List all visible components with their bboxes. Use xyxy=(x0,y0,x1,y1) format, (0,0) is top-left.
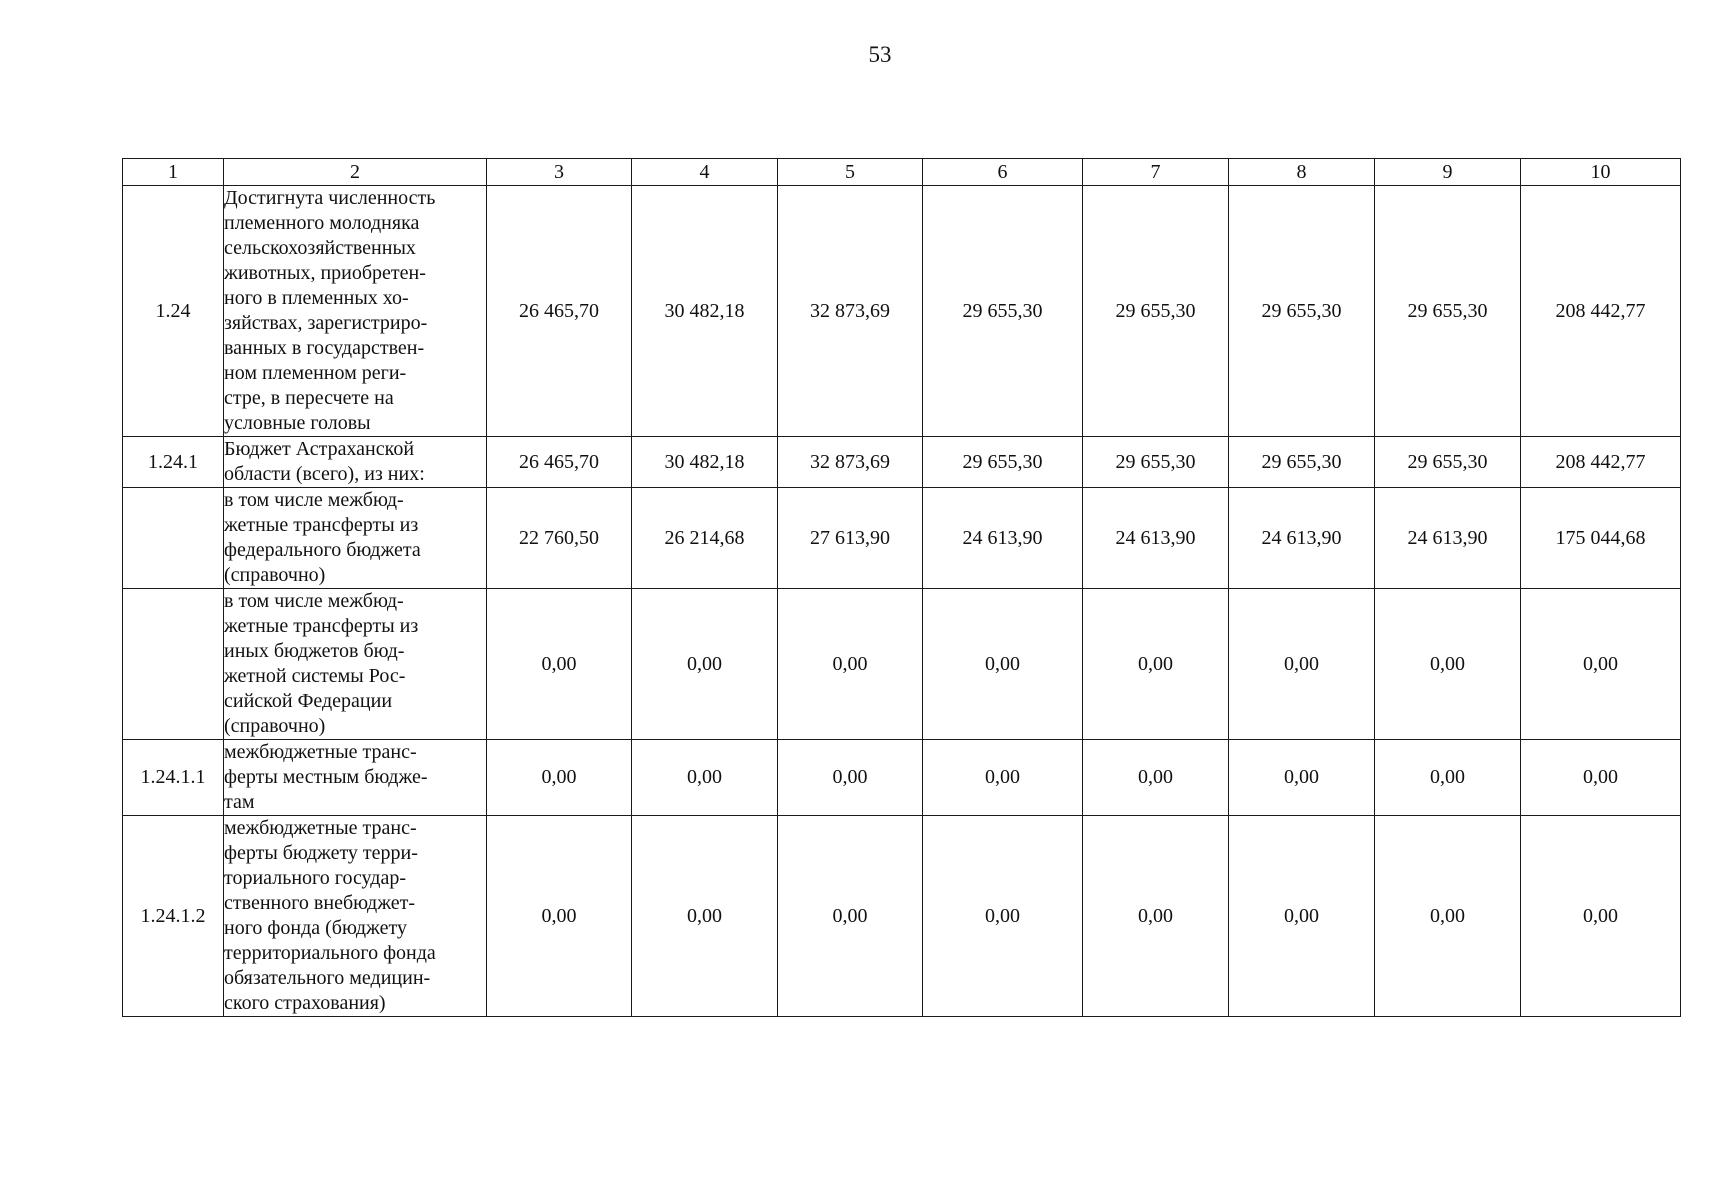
description-line: племенного молодняка xyxy=(224,212,420,234)
row-code: 1.24.1 xyxy=(123,437,224,488)
value-cell: 0,00 xyxy=(1521,740,1681,816)
value-cell: 175 044,68 xyxy=(1521,488,1681,589)
value-cell: 24 613,90 xyxy=(1375,488,1521,589)
value-cell: 0,00 xyxy=(778,740,923,816)
value-cell: 0,00 xyxy=(923,589,1083,740)
description-line: животных, приобретен- xyxy=(224,262,426,284)
column-header: 4 xyxy=(632,159,778,186)
value-cell: 0,00 xyxy=(1083,816,1229,1017)
row-description xyxy=(224,437,487,488)
header-row xyxy=(123,159,1681,186)
row-description xyxy=(224,186,487,437)
description-line: сельскохозяйственных xyxy=(224,237,416,259)
row-description xyxy=(224,488,487,589)
description-line: области (всего), из них: xyxy=(224,463,425,485)
value-cell: 0,00 xyxy=(1375,816,1521,1017)
value-cell: 0,00 xyxy=(632,740,778,816)
column-header: 10 xyxy=(1521,159,1681,186)
value-cell: 0,00 xyxy=(778,589,923,740)
page-number: 53 xyxy=(868,42,892,67)
value-cell: 24 613,90 xyxy=(1083,488,1229,589)
row-code: 1.24 xyxy=(123,186,224,437)
value-cell: 0,00 xyxy=(1229,589,1375,740)
value-cell: 0,00 xyxy=(778,816,923,1017)
row-description xyxy=(224,589,487,740)
row-code: 1.24.1.2 xyxy=(123,816,224,1017)
value-cell: 29 655,30 xyxy=(923,186,1083,437)
description-line: ного фонда (бюджету xyxy=(224,917,407,939)
description-line: зяйствах, зарегистриро- xyxy=(224,312,428,334)
row-description xyxy=(224,816,487,1017)
column-header: 7 xyxy=(1083,159,1229,186)
column-header: 9 xyxy=(1375,159,1521,186)
description-line: Достигнута численность xyxy=(224,187,436,209)
description-line: сийской Федерации xyxy=(224,690,393,712)
value-cell: 0,00 xyxy=(632,816,778,1017)
description-line: в том числе межбюд- xyxy=(224,489,404,511)
column-header: 6 xyxy=(923,159,1083,186)
row-description xyxy=(224,740,487,816)
description-line: жетной системы Рос- xyxy=(224,665,406,687)
description-line: ферты местным бюдже- xyxy=(224,766,428,788)
value-cell: 0,00 xyxy=(923,816,1083,1017)
value-cell: 29 655,30 xyxy=(1375,186,1521,437)
budget-table xyxy=(122,158,1681,1017)
column-header: 1 xyxy=(123,159,224,186)
value-cell: 0,00 xyxy=(1521,589,1681,740)
description-line: межбюджетные транс- xyxy=(224,741,417,763)
description-line: ного в племенных хо- xyxy=(224,287,409,309)
table-row xyxy=(123,186,1681,437)
description-line: ном племенном реги- xyxy=(224,362,407,384)
value-cell: 24 613,90 xyxy=(1229,488,1375,589)
table-row xyxy=(123,488,1681,589)
description-line: в том числе межбюд- xyxy=(224,590,404,612)
value-cell: 26 465,70 xyxy=(487,437,632,488)
description-line: обязательного медицин- xyxy=(224,967,431,989)
value-cell: 30 482,18 xyxy=(632,437,778,488)
description-line: ториального государ- xyxy=(224,867,407,889)
description-line: там xyxy=(224,791,255,813)
value-cell: 29 655,30 xyxy=(1229,186,1375,437)
value-cell: 0,00 xyxy=(632,589,778,740)
value-cell: 29 655,30 xyxy=(1375,437,1521,488)
value-cell: 26 465,70 xyxy=(487,186,632,437)
table-row xyxy=(123,816,1681,1017)
description-line: федерального бюджета xyxy=(224,539,421,561)
value-cell: 29 655,30 xyxy=(1083,186,1229,437)
description-line: ственного внебюджет- xyxy=(224,892,416,914)
value-cell: 208 442,77 xyxy=(1521,437,1681,488)
description-line: межбюджетные транс- xyxy=(224,817,417,839)
value-cell: 0,00 xyxy=(1375,589,1521,740)
table-row xyxy=(123,589,1681,740)
value-cell: 29 655,30 xyxy=(923,437,1083,488)
description-line: жетные трансферты из xyxy=(224,615,419,637)
value-cell: 32 873,69 xyxy=(778,186,923,437)
value-cell: 30 482,18 xyxy=(632,186,778,437)
description-line: условные головы xyxy=(224,412,371,434)
row-code: 1.24.1.1 xyxy=(123,740,224,816)
table-body xyxy=(123,186,1681,1017)
value-cell: 0,00 xyxy=(487,589,632,740)
column-header: 3 xyxy=(487,159,632,186)
value-cell: 0,00 xyxy=(487,816,632,1017)
value-cell: 32 873,69 xyxy=(778,437,923,488)
value-cell: 29 655,30 xyxy=(1229,437,1375,488)
description-line: жетные трансферты из xyxy=(224,514,419,536)
value-cell: 0,00 xyxy=(1229,740,1375,816)
value-cell: 0,00 xyxy=(1229,816,1375,1017)
description-line: (справочно) xyxy=(224,715,326,737)
description-line: ванных в государствен- xyxy=(224,337,425,359)
value-cell: 208 442,77 xyxy=(1521,186,1681,437)
table-row xyxy=(123,437,1681,488)
value-cell: 27 613,90 xyxy=(778,488,923,589)
value-cell: 26 214,68 xyxy=(632,488,778,589)
description-line: иных бюджетов бюд- xyxy=(224,640,405,662)
value-cell: 0,00 xyxy=(487,740,632,816)
row-code xyxy=(123,589,224,740)
description-line: Бюджет Астраханской xyxy=(224,438,415,460)
row-code xyxy=(123,488,224,589)
column-header: 2 xyxy=(224,159,487,186)
table-row xyxy=(123,740,1681,816)
value-cell: 24 613,90 xyxy=(923,488,1083,589)
value-cell: 29 655,30 xyxy=(1083,437,1229,488)
description-line: ского страхования) xyxy=(224,992,386,1014)
description-line: территориального фонда xyxy=(224,942,436,964)
description-line: стре, в пересчете на xyxy=(224,387,394,409)
description-line: (справочно) xyxy=(224,564,326,586)
value-cell: 0,00 xyxy=(1375,740,1521,816)
column-header: 5 xyxy=(778,159,923,186)
description-line: ферты бюджету терри- xyxy=(224,842,418,864)
value-cell: 22 760,50 xyxy=(487,488,632,589)
value-cell: 0,00 xyxy=(1521,816,1681,1017)
value-cell: 0,00 xyxy=(1083,589,1229,740)
value-cell: 0,00 xyxy=(923,740,1083,816)
column-header: 8 xyxy=(1229,159,1375,186)
value-cell: 0,00 xyxy=(1083,740,1229,816)
